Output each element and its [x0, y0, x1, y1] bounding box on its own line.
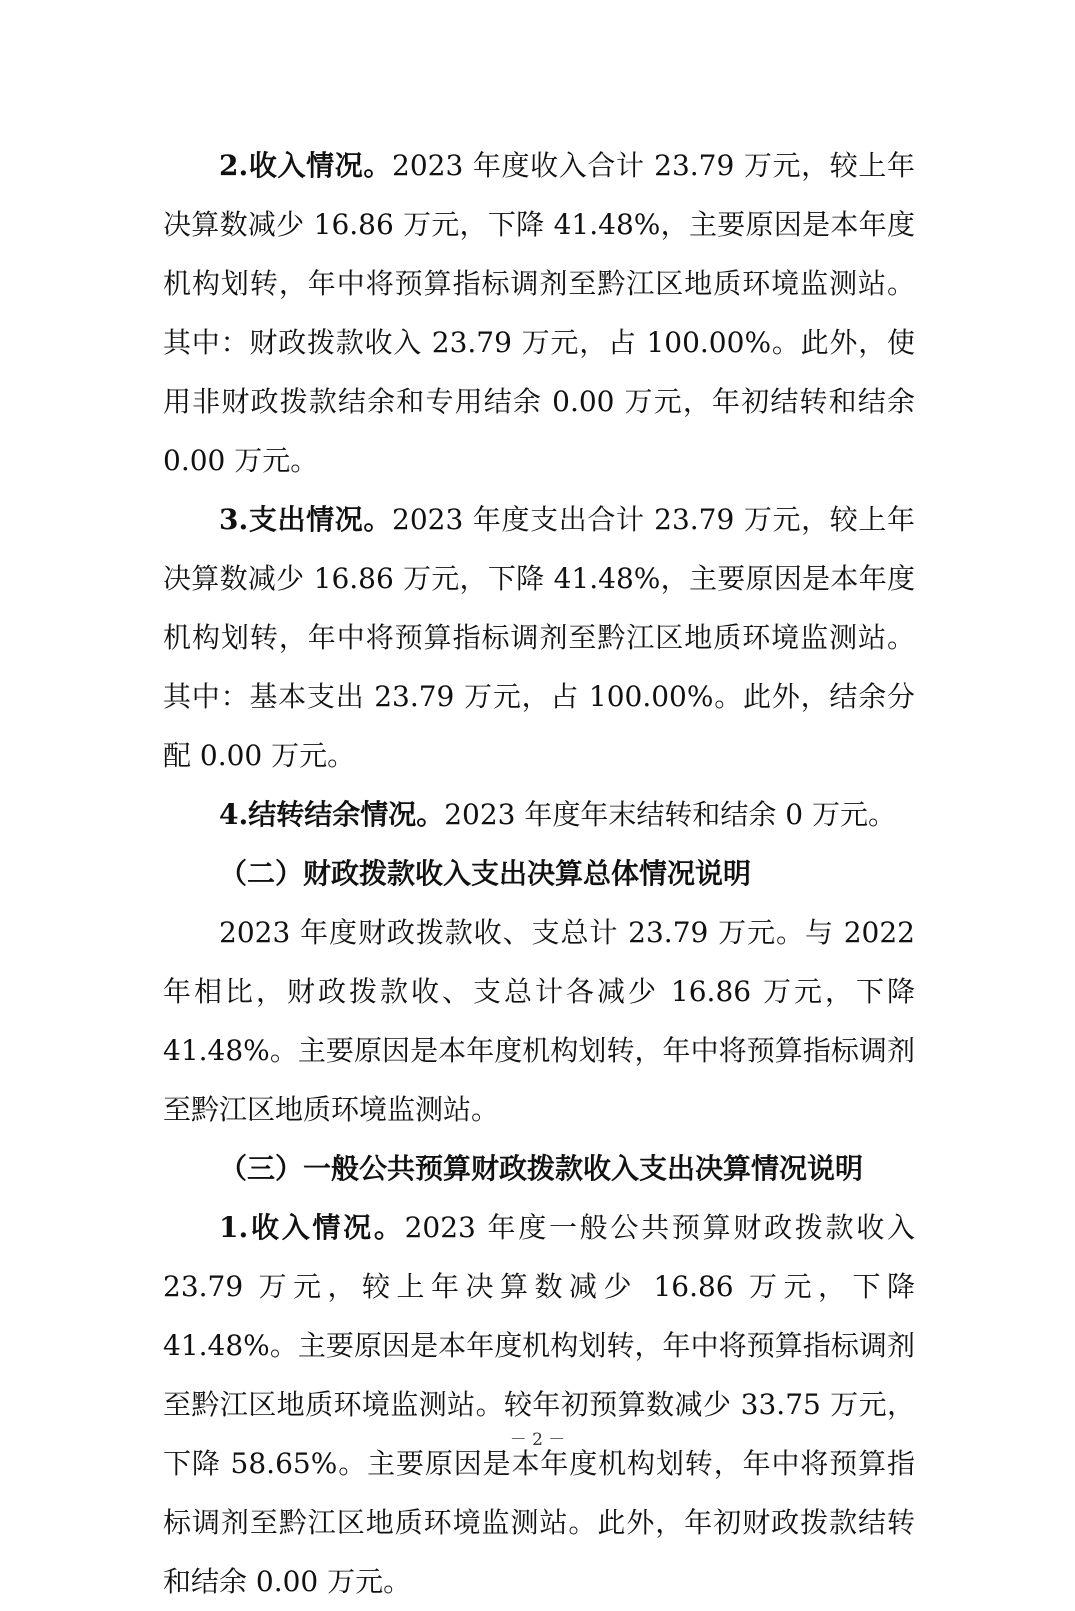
expense-body: 2023 年度支出合计 23.79 万元，较上年决算数减少 16.86 万元，下降 41.48%，主要原因是本年度机构划转，年中将预算指标调剂至黔江区地质环境监测站。其中：基本支出 23.79 万元，占 100.00%。此外，结余分配 0.00 万元。 [163, 503, 915, 772]
carryover-paragraph [163, 785, 915, 844]
fiscal-paragraph: 2023 年度财政拨款收、支总计 23.79 万元。与 2022 年相比，财政拨款收、支总计各减少 16.86 万元，下降 41.48%。主要原因是本年度机构划转，年中将预算指标调剂至黔江区地质环境监测站。 [163, 916, 915, 1126]
income-lead: 2.收入情况。 [219, 149, 393, 182]
expense-paragraph [163, 490, 915, 785]
general-income-body: 2023 年度一般公共预算财政拨款收入 23.79 万元，较上年决算数减少 16.86 万元，下降 41.48%。主要原因是本年度机构划转，年中将预算指标调剂至黔江区地质环境监测站。较年初预算数减少 33.75 万元，下降 58.65%。主要原因是本年度机构划转，年中将预算指标调剂至黔江区地质环境监测站。此外，年初财政拨款结转和结余 0.00 万元。 [163, 1211, 915, 1598]
document-body [163, 136, 915, 1611]
general-income-lead: 1.收入情况。 [219, 1211, 405, 1244]
general-budget-section-heading: （三）一般公共预算财政拨款收入支出决算情况说明 [219, 1152, 864, 1185]
income-body: 2023 年度收入合计 23.79 万元，较上年决算数减少 16.86 万元，下降 41.48%，主要原因是本年度机构划转，年中将预算指标调剂至黔江区地质环境监测站。其中：财政拨款收入 23.79 万元，占 100.00%。此外，使用非财政拨款结余和专用结余 0.00 万元，年初结转和结余 0.00 万元。 [163, 149, 915, 477]
carryover-lead: 4.结转结余情况。 [219, 798, 445, 831]
carryover-body: 2023 年度年末结转和结余 0 万元。 [444, 798, 897, 831]
expense-lead: 3.支出情况。 [219, 503, 393, 536]
income-paragraph [163, 136, 915, 490]
general-income-paragraph [163, 1198, 915, 1611]
fiscal-section-heading: （二）财政拨款收入支出决算总体情况说明 [219, 857, 752, 890]
page-number: － 2 － [509, 1430, 566, 1450]
